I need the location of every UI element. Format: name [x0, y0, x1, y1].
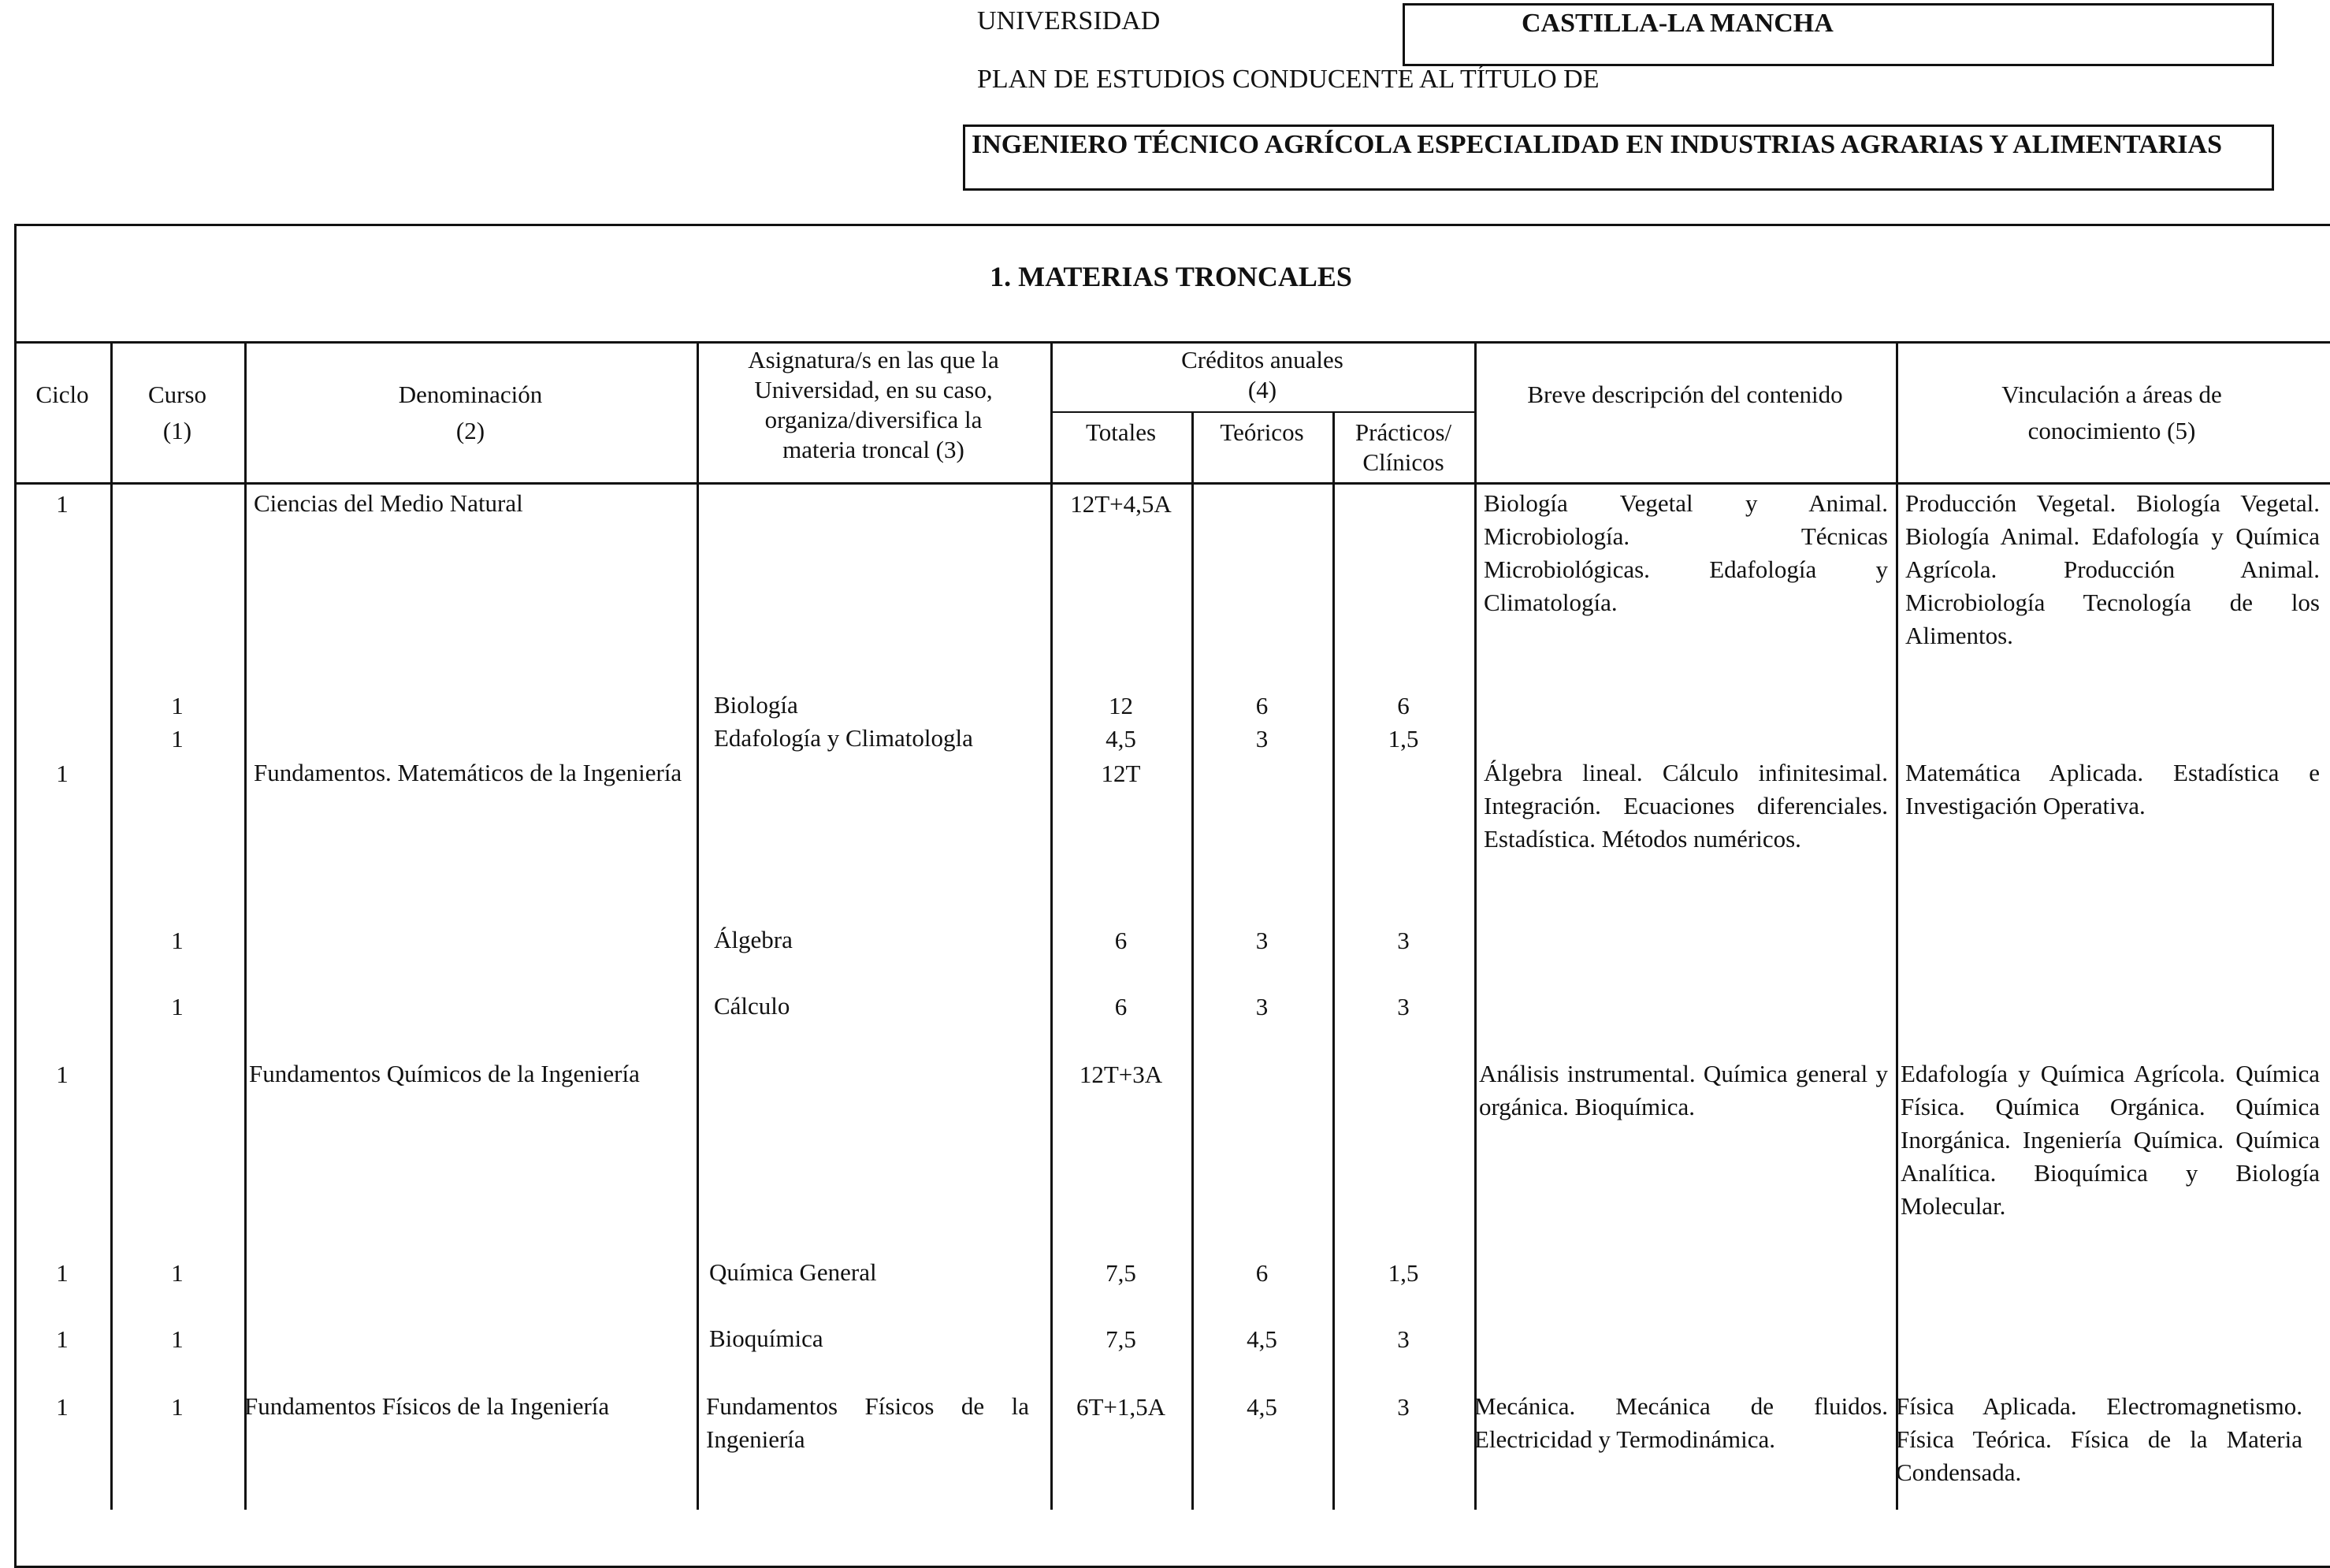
table-row-totales: 12T+4,5A — [1070, 490, 1172, 518]
table-row-teoricos: 4,5 — [1247, 1393, 1277, 1421]
table-row-totales: 6 — [1114, 927, 1128, 954]
university-name: CASTILLA-LA MANCHA — [1522, 9, 1834, 38]
col-header-denominacion: Denominación (2) — [398, 381, 543, 444]
table-row-asignatura: Fundamentos Físicos de la Ingeniería — [706, 1392, 1029, 1453]
table-row-practicos: 3 — [1397, 1393, 1410, 1421]
table-row-asignatura: Química General — [709, 1258, 877, 1286]
table-row-denominacion: Fundamentos. Matemáticos de la Ingeniería — [254, 759, 682, 786]
table-row-vinculacion: Producción Vegetal. Biología Vegetal. Biología Animal. Edafología y Química Agrícola. Producción Animal. Microbiología Tecnología de los Alimentos. — [1905, 489, 2320, 649]
col-header-asignaturas: Asignatura/s en las que la Universidad, en su caso, organiza/diversifica la materia troncal (3) — [748, 346, 999, 463]
col-header-ciclo: Ciclo — [35, 381, 89, 408]
table-row-teoricos: 3 — [1255, 993, 1269, 1020]
table-row-totales: 12T+3A — [1079, 1061, 1163, 1088]
table-row-descripcion: Análisis instrumental. Química general y orgánica. Bioquímica. — [1479, 1060, 1888, 1120]
col-header-practicos: Prácticos/ Clínicos — [1355, 418, 1452, 476]
col-divider-denominacion — [697, 341, 699, 1510]
table-row-practicos: 1,5 — [1388, 1259, 1419, 1287]
university-name-box — [1403, 3, 2274, 66]
table-row-curso: 1 — [171, 1259, 184, 1287]
table-row-vinculacion: Edafología y Química Agrícola. Química Física. Química Orgánica. Química Inorgánica. Ingeniería Química. Química Analítica. Bioquímica y Biología Molecular. — [1901, 1060, 2320, 1220]
table-row-denominacion: Fundamentos Químicos de la Ingeniería — [249, 1060, 640, 1087]
table-row-descripcion: Mecánica. Mecánica de fluidos. Electricidad y Termodinámica. — [1474, 1392, 1888, 1453]
table-row-totales: 12 — [1109, 692, 1133, 719]
table-row-denominacion: Ciencias del Medio Natural — [254, 489, 523, 517]
table-row-teoricos: 6 — [1255, 692, 1269, 719]
table-row-ciclo: 1 — [56, 1393, 69, 1421]
table-row-practicos: 3 — [1397, 1325, 1410, 1353]
table-row-asignatura: Álgebra — [714, 926, 793, 953]
table-row-curso: 1 — [171, 692, 184, 719]
table-row-teoricos: 6 — [1255, 1259, 1269, 1287]
table-row-curso: 1 — [171, 725, 184, 752]
table-row-totales: 6 — [1114, 993, 1128, 1020]
table-row-totales: 4,5 — [1106, 725, 1136, 752]
table-row-totales: 12T — [1101, 760, 1141, 787]
table-row-ciclo: 1 — [56, 760, 69, 787]
col-divider-creditos — [1474, 341, 1477, 1510]
table-row-totales: 7,5 — [1106, 1259, 1136, 1287]
degree-title: INGENIERO TÉCNICO AGRÍCOLA ESPECIALIDAD EN INDUSTRIAS AGRARIAS Y ALIMENTARIAS — [972, 130, 2222, 159]
table-row-descripcion: Álgebra lineal. Cálculo infinitesimal. Integración. Ecuaciones diferenciales. Estadística. Métodos numéricos. — [1484, 759, 1888, 853]
col-header-creditos: Créditos anuales (4) — [1181, 346, 1343, 403]
col-header-teoricos: Teóricos — [1220, 418, 1304, 446]
table-row-practicos: 6 — [1397, 692, 1410, 719]
degree-title-box — [963, 124, 2274, 191]
col-header-vinculacion: Vinculación a áreas de conocimiento (5) — [2001, 381, 2222, 444]
table-row-ciclo: 1 — [56, 1061, 69, 1088]
table-row-curso: 1 — [171, 993, 184, 1020]
university-label: UNIVERSIDAD — [977, 6, 1161, 35]
col-divider-descripcion — [1896, 341, 1898, 1510]
table-row-teoricos: 3 — [1255, 927, 1269, 954]
table-row-vinculacion: Matemática Aplicada. Estadística e Investigación Operativa. — [1905, 759, 2320, 819]
plan-label: PLAN DE ESTUDIOS CONDUCENTE AL TÍTULO DE — [977, 65, 1600, 94]
table-row-practicos: 3 — [1397, 927, 1410, 954]
table-row-teoricos: 4,5 — [1247, 1325, 1277, 1353]
table-row-descripcion: Biología Vegetal y Animal. Microbiología. Técnicas Microbiológicas. Edafología y Climatología. — [1484, 489, 1888, 616]
table-row-curso: 1 — [171, 1393, 184, 1421]
table-row-asignatura: Cálculo — [714, 992, 790, 1020]
table-row-teoricos: 3 — [1255, 725, 1269, 752]
table-row-curso: 1 — [171, 927, 184, 954]
table-row-ciclo: 1 — [56, 1325, 69, 1353]
table-row-vinculacion: Física Aplicada. Electromagnetismo. Física Teórica. Física de la Materia Condensada. — [1896, 1392, 2302, 1486]
col-header-curso: Curso (1) — [147, 381, 207, 444]
creditos-subheader-divider — [1050, 411, 1474, 413]
col-divider-curso — [244, 341, 247, 1510]
table-row-totales: 7,5 — [1106, 1325, 1136, 1353]
section-title: 1. MATERIAS TRONCALES — [990, 261, 1352, 292]
table-row-ciclo: 1 — [56, 490, 69, 518]
table-row-ciclo: 1 — [56, 1259, 69, 1287]
col-header-descripcion: Breve descripción del contenido — [1527, 381, 1843, 408]
table-row-practicos: 1,5 — [1388, 725, 1419, 752]
table-row-practicos: 3 — [1397, 993, 1410, 1020]
table-row-totales: 6T+1,5A — [1076, 1393, 1166, 1421]
table-row-asignatura: Biología — [714, 691, 798, 719]
table-row-asignatura: Edafología y Climatologla — [714, 724, 973, 752]
section-title-divider — [14, 341, 2330, 344]
column-header-divider — [14, 482, 2330, 485]
table-row-asignatura: Bioquímica — [709, 1325, 823, 1352]
col-header-totales: Totales — [1085, 418, 1157, 446]
table-row-curso: 1 — [171, 1325, 184, 1353]
table-row-denominacion: Fundamentos Físicos de la Ingeniería — [244, 1392, 610, 1420]
